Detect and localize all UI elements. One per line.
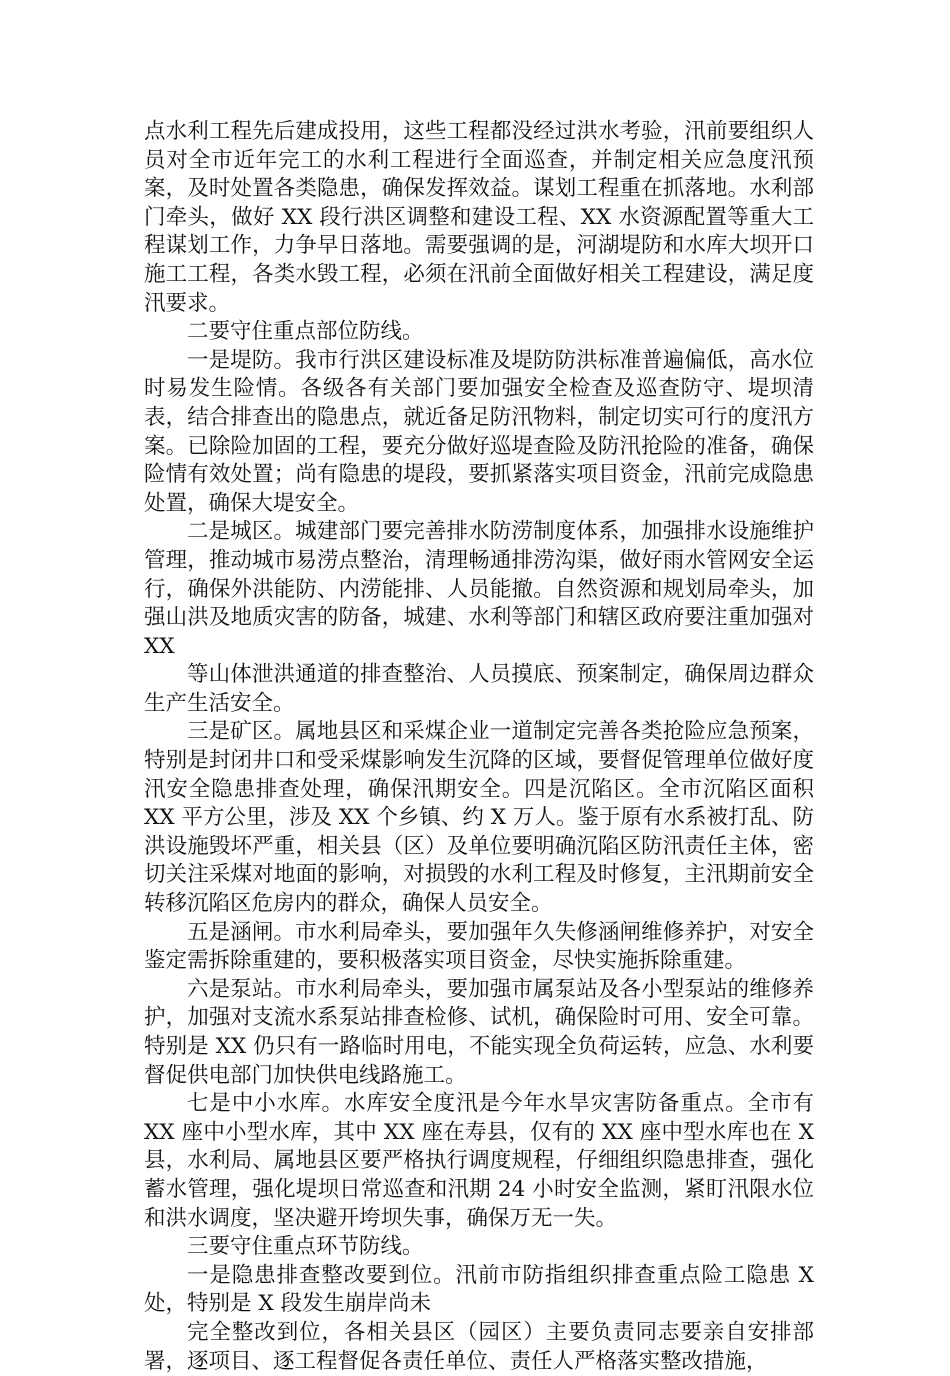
paragraph-10-heading: 三要守住重点环节防线。	[187, 1234, 424, 1260]
paragraph-8: 六是泵站。市水利局牵头，要加强市属泵站及各小型泵站的维修养护，加强对支流水系泵站排查检修、试机，确保险时可用、安全可靠。特别是 XX 仍只有一路临时用电，不能实现全负荷运转，应急、水利要督促供电部门加快供电线路施工。	[144, 976, 814, 1088]
paragraph-2-heading: 二要守住重点部位防线。	[187, 319, 424, 345]
paragraph-1: 点水利工程先后建成投用，这些工程都没经过洪水考验，汛前要组织人员对全市近年完工的水利工程进行全面巡查，并制定相关应急度汛预案，及时处置各类隐患，确保发挥效益。谋划工程重在抓落地。水利部门牵头，做好 XX 段行洪区调整和建设工程、XX 水资源配置等重大工程谋划工作，力争早日落地。需要强调的是，河湖堤防和水库大坝开口施工工程，各类水毁工程，必须在汛前全面做好相关工程建设，满足度汛要求。	[144, 119, 814, 316]
paragraph-9: 七是中小水库。水库安全度汛是今年水旱灾害防备重点。全市有 XX 座中小型水库，其中 XX 座在寿县，仅有的 XX 座中型水库也在 X 县，水利局、属地县区要严格执行调度规程，仔细组织隐患排查，强化蓄水管理，强化堤坝日常巡查和汛期 24 小时安全监测，紧盯汛限水位和洪水调度，坚决避开垮坝失事，确保万无一失。	[144, 1091, 814, 1231]
paragraph-5: 等山体泄洪通道的排查整治、人员摸底、预案制定，确保周边群众生产生活安全。	[144, 662, 814, 716]
paragraph-3: 一是堤防。我市行洪区建设标准及堤防防洪标准普遍偏低，高水位时易发生险情。各级各有关部门要加强安全检查及巡查防守、堤坝清表，结合排查出的隐患点，就近备足防汛物料，制定切实可行的度汛方案。已除险加固的工程，要充分做好巡堤查险及防汛抢险的准备，确保险情有效处置；尚有隐患的堤段，要抓紧落实项目资金，汛前完成隐患处置，确保大堤安全。	[144, 347, 814, 516]
paragraph-11: 一是隐患排查整改要到位。汛前市防指组织排查重点险工隐患 X 处，特别是 X 段发生崩岸尚未	[144, 1262, 814, 1317]
paragraph-7: 五是涵闸。市水利局牵头，要加强年久失修涵闸维修养护，对安全鉴定需拆除重建的，要积极落实项目资金，尽快实施拆除重建。	[144, 919, 814, 974]
paragraph-4: 二是城区。城建部门要完善排水防涝制度体系，加强排水设施维护管理，推动城市易涝点整治，清理畅通排涝沟渠，做好雨水管网安全运行，确保外洪能防、内涝能排、人员能撤。自然资源和规划局牵头，加强山洪及地质灾害的防备，城建、水利等部门和辖区政府要注重加强对 XX	[144, 519, 814, 659]
paragraph-6: 三是矿区。属地县区和采煤企业一道制定完善各类抢险应急预案，特别是封闭井口和受采煤影响发生沉降的区域，要督促管理单位做好度汛安全隐患排查处理，确保汛期安全。四是沉陷区。全市沉陷区面积 XX 平方公里，涉及 XX 个乡镇、约 X 万人。鉴于原有水系被打乱、防洪设施毁坏严重，相关县（区）及单位要明确沉陷区防汛责任主体，密切关注采煤对地面的影响，对损毁的水利工程及时修复，主汛期前安全转移沉陷区危房内的群众，确保人员安全。	[144, 719, 814, 917]
paragraph-12: 完全整改到位，各相关县区（园区）主要负责同志要亲自安排部署，逐项目、逐工程督促各责任单位、责任人严格落实整改措施，	[144, 1319, 814, 1374]
document-page	[144, 118, 814, 1376]
